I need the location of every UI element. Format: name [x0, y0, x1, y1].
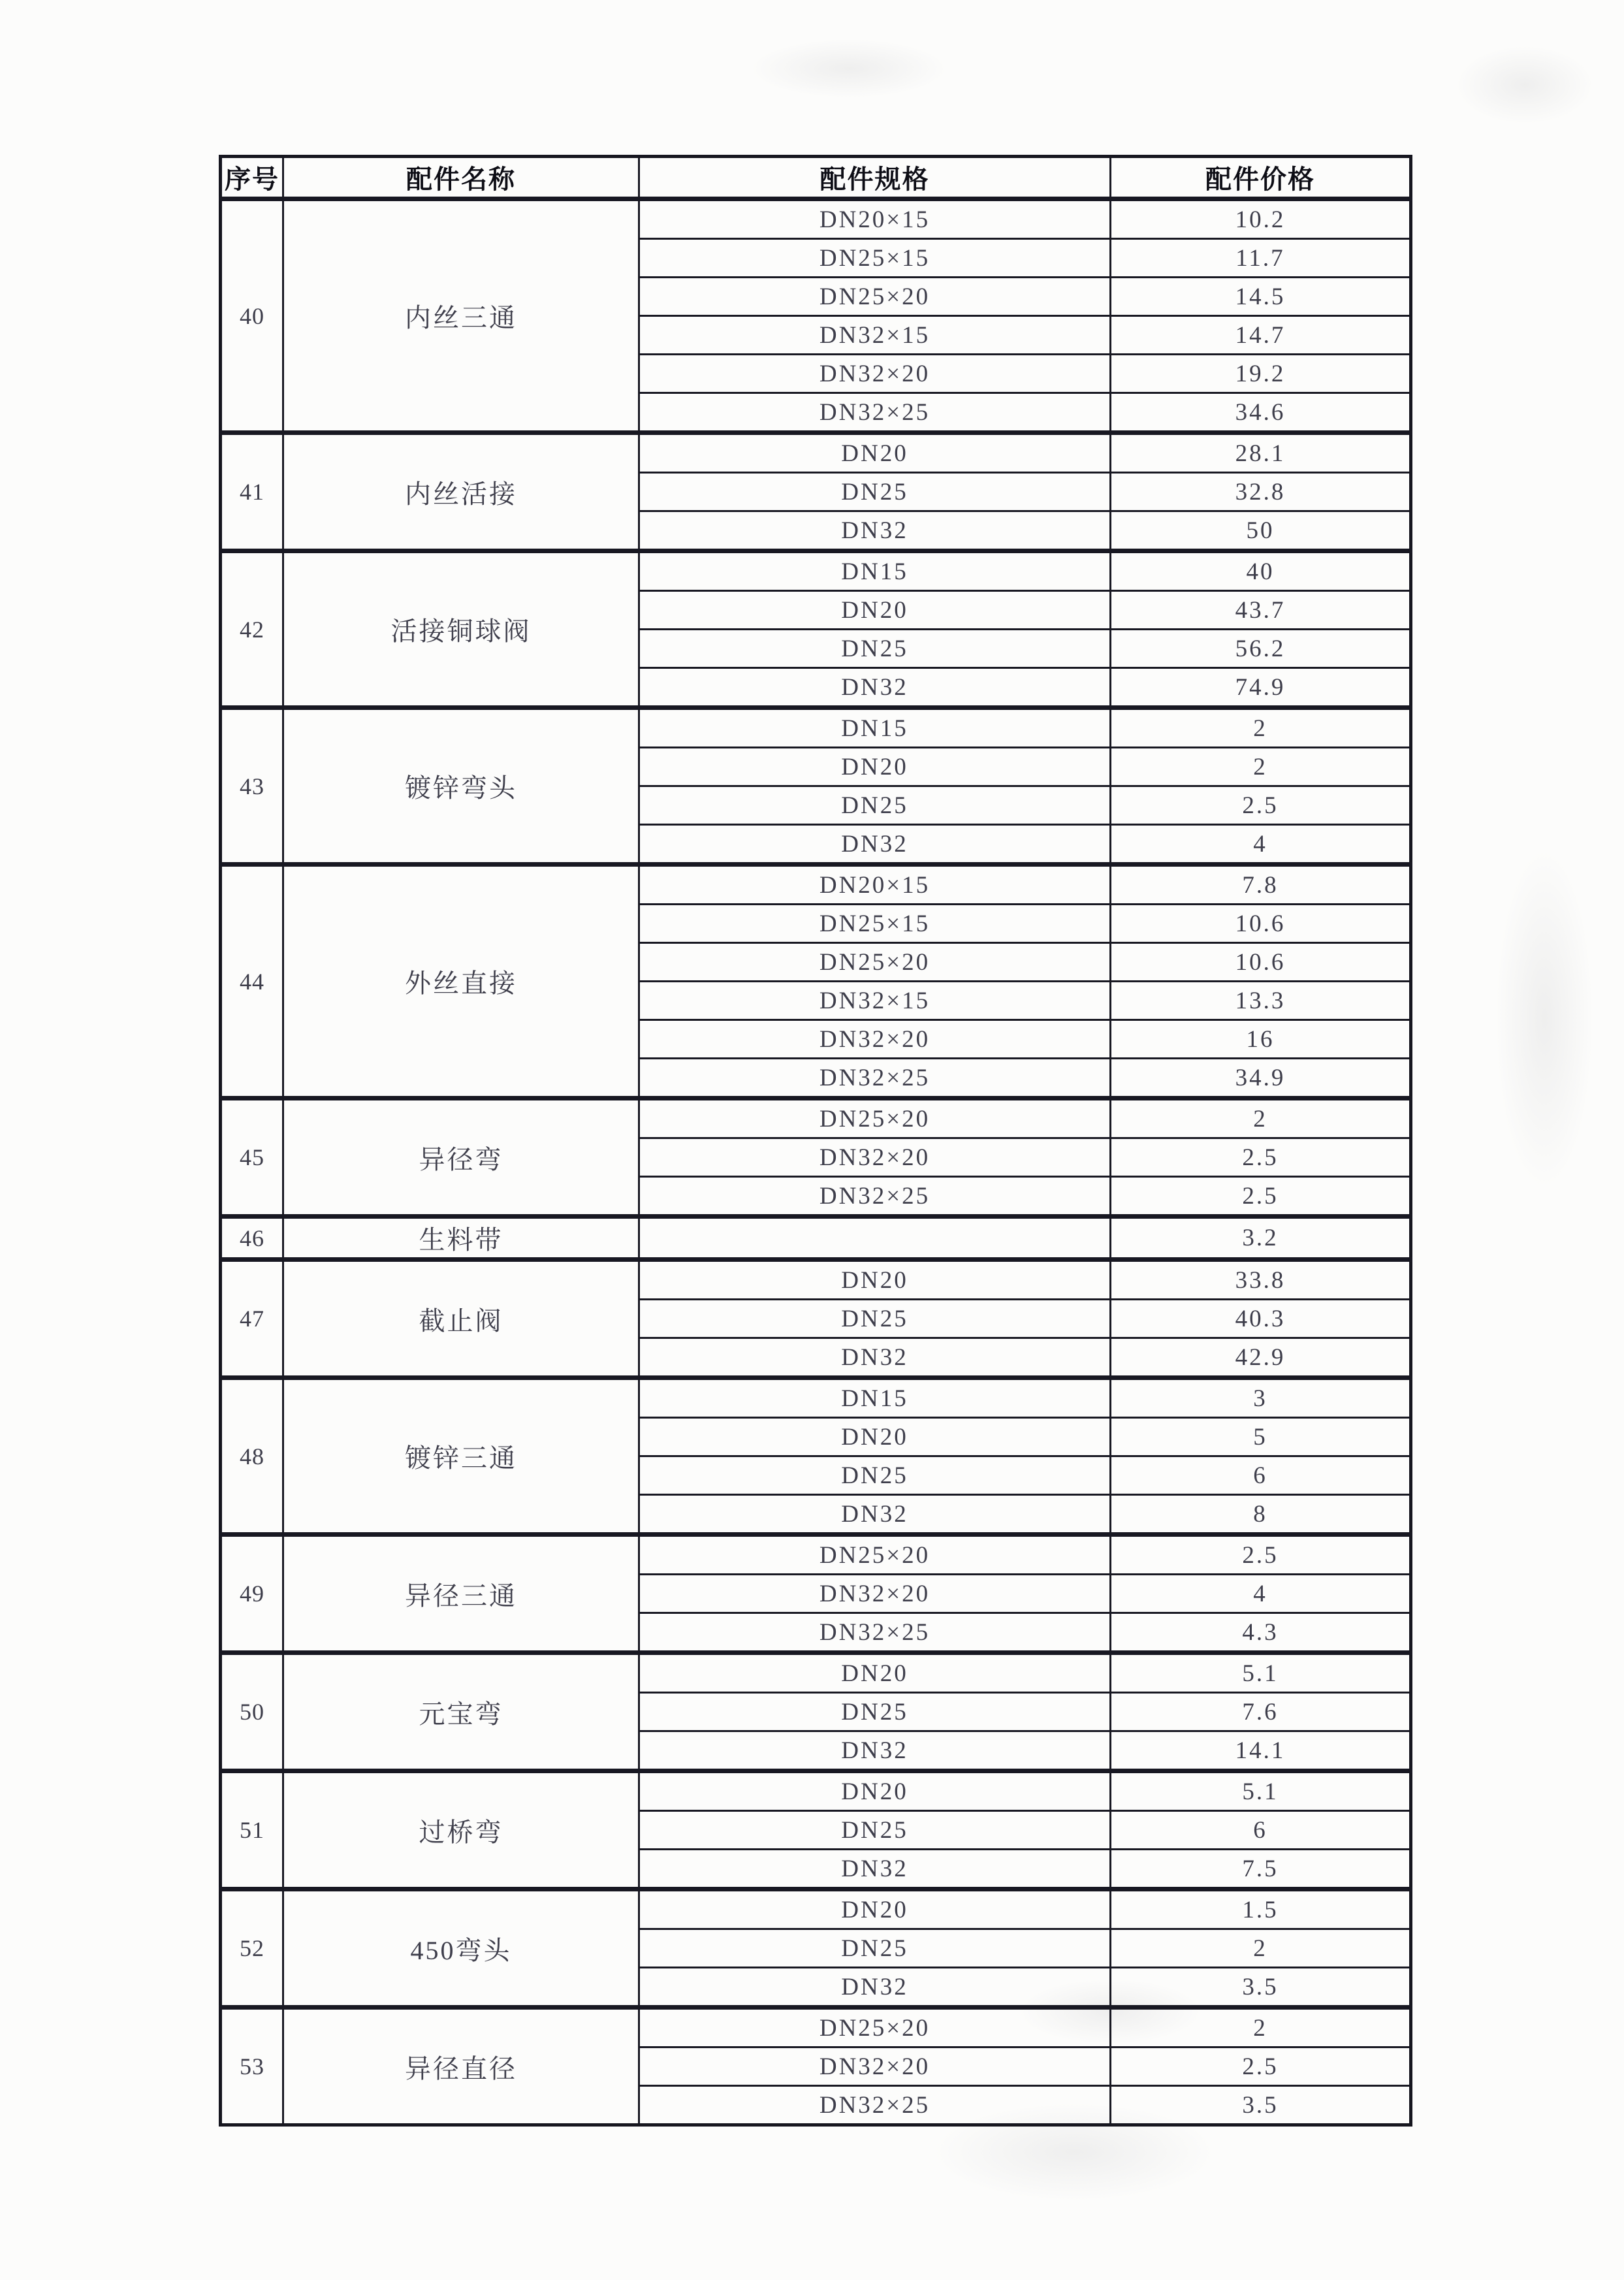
part-price-cell: 14.1 [1111, 1731, 1411, 1771]
part-name-cell: 镀锌三通 [283, 1378, 639, 1535]
part-spec-cell: DN32×15 [639, 316, 1111, 355]
table-row [221, 2008, 1411, 2047]
part-spec-cell: DN20 [639, 433, 1111, 473]
serial-number-cell: 48 [221, 1378, 283, 1535]
part-price-cell: 4 [1111, 1575, 1411, 1613]
part-spec-cell: DN32×25 [639, 393, 1111, 433]
part-price-cell: 6 [1111, 1456, 1411, 1495]
serial-number-cell: 52 [221, 1889, 283, 2008]
parts-table-body [221, 199, 1411, 2125]
part-name-cell: 内丝三通 [283, 199, 639, 433]
table-row [221, 1889, 1411, 1929]
part-price-cell: 2 [1111, 1929, 1411, 1968]
part-price-cell: 4.3 [1111, 1613, 1411, 1653]
serial-number-cell: 40 [221, 199, 283, 433]
table-row [221, 1378, 1411, 1418]
part-spec-cell: DN20 [639, 1418, 1111, 1456]
column-header-part-name: 配件名称 [283, 157, 639, 199]
part-price-cell: 7.6 [1111, 1693, 1411, 1731]
table-header-row [221, 157, 1411, 199]
part-spec-cell: DN25×20 [639, 943, 1111, 982]
part-name-cell: 异径弯 [283, 1099, 639, 1217]
part-price-cell: 34.6 [1111, 393, 1411, 433]
part-name-cell: 生料带 [283, 1217, 639, 1260]
part-price-cell: 1.5 [1111, 1889, 1411, 1929]
part-spec-cell: DN15 [639, 1378, 1111, 1418]
table-row [221, 1771, 1411, 1811]
serial-number-cell: 42 [221, 551, 283, 708]
part-price-cell: 2 [1111, 1099, 1411, 1138]
part-price-cell: 3.5 [1111, 1968, 1411, 2008]
part-spec-cell: DN20 [639, 1889, 1111, 1929]
part-name-cell: 活接铜球阀 [283, 551, 639, 708]
part-spec-cell [639, 1217, 1111, 1260]
part-price-cell: 2.5 [1111, 1535, 1411, 1575]
part-spec-cell: DN32 [639, 825, 1111, 865]
serial-number-cell: 50 [221, 1653, 283, 1771]
column-header-part-price: 配件价格 [1111, 157, 1411, 199]
part-price-cell: 13.3 [1111, 982, 1411, 1020]
part-spec-cell: DN32 [639, 511, 1111, 551]
part-spec-cell: DN25×15 [639, 905, 1111, 943]
part-spec-cell: DN20 [639, 1260, 1111, 1300]
part-spec-cell: DN32 [639, 1731, 1111, 1771]
part-name-cell: 外丝直接 [283, 865, 639, 1099]
table-row [221, 865, 1411, 905]
part-spec-cell: DN20 [639, 1771, 1111, 1811]
part-spec-cell: DN25 [639, 473, 1111, 511]
serial-number-cell: 49 [221, 1535, 283, 1653]
part-spec-cell: DN20 [639, 591, 1111, 630]
part-spec-cell: DN32×20 [639, 1020, 1111, 1059]
part-name-cell: 450弯头 [283, 1889, 639, 2008]
part-price-cell: 56.2 [1111, 630, 1411, 668]
part-spec-cell: DN25 [639, 1929, 1111, 1968]
part-price-cell: 14.5 [1111, 278, 1411, 316]
serial-number-cell: 41 [221, 433, 283, 551]
part-spec-cell: DN32×25 [639, 2086, 1111, 2125]
part-price-cell: 2 [1111, 748, 1411, 786]
parts-price-table [219, 155, 1412, 2127]
part-spec-cell: DN25 [639, 1300, 1111, 1338]
table-row [221, 551, 1411, 591]
part-spec-cell: DN32×25 [639, 1177, 1111, 1217]
part-spec-cell: DN32 [639, 1338, 1111, 1378]
table-row [221, 1260, 1411, 1300]
part-spec-cell: DN32×20 [639, 1575, 1111, 1613]
part-name-cell: 过桥弯 [283, 1771, 639, 1889]
serial-number-cell: 46 [221, 1217, 283, 1260]
part-price-cell: 10.2 [1111, 199, 1411, 239]
scan-smudge [1456, 46, 1593, 124]
part-price-cell: 10.6 [1111, 943, 1411, 982]
part-spec-cell: DN32 [639, 1850, 1111, 1889]
part-spec-cell: DN20 [639, 748, 1111, 786]
table-row [221, 1535, 1411, 1575]
part-price-cell: 5 [1111, 1418, 1411, 1456]
table-row [221, 708, 1411, 748]
part-spec-cell: DN25×15 [639, 239, 1111, 278]
part-spec-cell: DN32×20 [639, 2047, 1111, 2086]
part-price-cell: 5.1 [1111, 1771, 1411, 1811]
part-price-cell: 16 [1111, 1020, 1411, 1059]
table-row [221, 1099, 1411, 1138]
scan-smudge [1495, 849, 1593, 1189]
part-spec-cell: DN32×25 [639, 1059, 1111, 1099]
part-spec-cell: DN25×20 [639, 1535, 1111, 1575]
table-row [221, 433, 1411, 473]
part-price-cell: 34.9 [1111, 1059, 1411, 1099]
part-name-cell: 元宝弯 [283, 1653, 639, 1771]
column-header-part-spec: 配件规格 [639, 157, 1111, 199]
serial-number-cell: 51 [221, 1771, 283, 1889]
part-spec-cell: DN25×20 [639, 2008, 1111, 2047]
serial-number-cell: 44 [221, 865, 283, 1099]
part-price-cell: 5.1 [1111, 1653, 1411, 1693]
part-spec-cell: DN32×20 [639, 355, 1111, 393]
part-price-cell: 3.5 [1111, 2086, 1411, 2125]
part-price-cell: 14.7 [1111, 316, 1411, 355]
part-name-cell: 镀锌弯头 [283, 708, 639, 865]
serial-number-cell: 47 [221, 1260, 283, 1378]
serial-number-cell: 45 [221, 1099, 283, 1217]
part-spec-cell: DN25×20 [639, 278, 1111, 316]
table-row [221, 1217, 1411, 1260]
serial-number-cell: 43 [221, 708, 283, 865]
part-price-cell: 11.7 [1111, 239, 1411, 278]
part-name-cell: 异径直径 [283, 2008, 639, 2125]
part-price-cell: 40 [1111, 551, 1411, 591]
part-price-cell: 3.2 [1111, 1217, 1411, 1260]
part-price-cell: 33.8 [1111, 1260, 1411, 1300]
part-spec-cell: DN25 [639, 1811, 1111, 1850]
part-spec-cell: DN20×15 [639, 865, 1111, 905]
part-spec-cell: DN25 [639, 630, 1111, 668]
part-spec-cell: DN20 [639, 1653, 1111, 1693]
part-price-cell: 2.5 [1111, 2047, 1411, 2086]
part-price-cell: 8 [1111, 1495, 1411, 1535]
part-price-cell: 2.5 [1111, 1138, 1411, 1177]
part-spec-cell: DN32 [639, 668, 1111, 708]
part-name-cell: 内丝活接 [283, 433, 639, 551]
part-price-cell: 43.7 [1111, 591, 1411, 630]
part-price-cell: 40.3 [1111, 1300, 1411, 1338]
part-price-cell: 19.2 [1111, 355, 1411, 393]
part-price-cell: 42.9 [1111, 1338, 1411, 1378]
part-spec-cell: DN20×15 [639, 199, 1111, 239]
part-price-cell: 6 [1111, 1811, 1411, 1850]
serial-number-cell: 53 [221, 2008, 283, 2125]
table-row [221, 1653, 1411, 1693]
table-row [221, 199, 1411, 239]
part-price-cell: 7.8 [1111, 865, 1411, 905]
column-header-serial: 序号 [221, 157, 283, 199]
part-spec-cell: DN32 [639, 1968, 1111, 2008]
part-price-cell: 10.6 [1111, 905, 1411, 943]
part-name-cell: 异径三通 [283, 1535, 639, 1653]
part-spec-cell: DN25 [639, 1456, 1111, 1495]
part-spec-cell: DN32 [639, 1495, 1111, 1535]
part-price-cell: 32.8 [1111, 473, 1411, 511]
part-price-cell: 74.9 [1111, 668, 1411, 708]
part-name-cell: 截止阀 [283, 1260, 639, 1378]
part-price-cell: 50 [1111, 511, 1411, 551]
part-price-cell: 28.1 [1111, 433, 1411, 473]
part-spec-cell: DN32×15 [639, 982, 1111, 1020]
part-spec-cell: DN25×20 [639, 1099, 1111, 1138]
scan-smudge [751, 39, 947, 98]
part-price-cell: 2.5 [1111, 786, 1411, 825]
part-price-cell: 2.5 [1111, 1177, 1411, 1217]
part-price-cell: 4 [1111, 825, 1411, 865]
part-spec-cell: DN25 [639, 1693, 1111, 1731]
part-spec-cell: DN15 [639, 551, 1111, 591]
part-price-cell: 2 [1111, 708, 1411, 748]
part-spec-cell: DN15 [639, 708, 1111, 748]
part-price-cell: 7.5 [1111, 1850, 1411, 1889]
part-spec-cell: DN32×25 [639, 1613, 1111, 1653]
part-spec-cell: DN25 [639, 786, 1111, 825]
part-price-cell: 3 [1111, 1378, 1411, 1418]
part-price-cell: 2 [1111, 2008, 1411, 2047]
part-spec-cell: DN32×20 [639, 1138, 1111, 1177]
